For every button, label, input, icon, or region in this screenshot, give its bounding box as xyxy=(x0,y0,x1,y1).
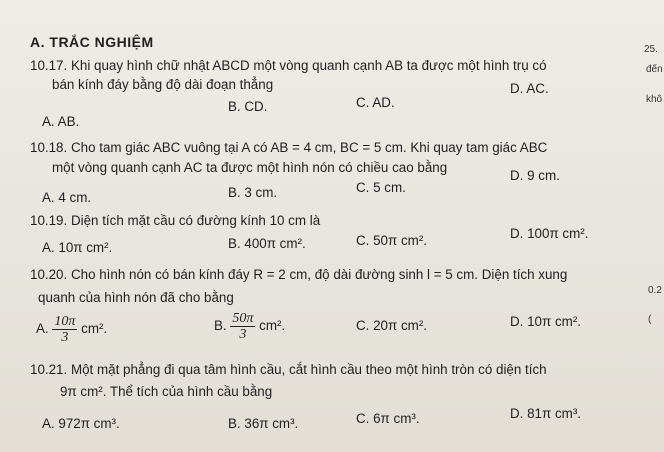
q17-option-c: C. AD. xyxy=(356,95,395,110)
q21-option-a: A. 972π cm³. xyxy=(42,416,120,431)
q19-option-c: C. 50π cm². xyxy=(356,233,427,248)
q17-option-d: D. AC. xyxy=(510,81,549,96)
question-10-20-line1: 10.20. Cho hình nón có bán kính đáy R = 2 cm, độ dài đường sinh l = 5 cm. Diện tích xung xyxy=(30,267,568,282)
q19-option-b: B. 400π cm². xyxy=(228,236,306,251)
q17-option-a: A. AB. xyxy=(42,114,80,129)
q18-option-c: C. 5 cm. xyxy=(356,180,406,195)
q21-option-b: B. 36π cm³. xyxy=(228,416,299,431)
question-10-20-line2: quanh của hình nón đã cho bằng xyxy=(38,290,234,305)
margin-note-1: 25. xyxy=(644,44,658,55)
q19-option-d: D. 100π cm². xyxy=(510,226,589,241)
question-10-19-line1: 10.19. Diện tích mặt cầu có đường kính 10 cm là xyxy=(30,213,321,228)
margin-note-3: khô xyxy=(646,94,663,105)
q20-option-d: D. 10π cm². xyxy=(510,314,581,329)
q20-option-a-fraction: $\frac{10\pi}{3}$ xyxy=(54,314,76,345)
q18-option-b: B. 3 cm. xyxy=(228,185,278,200)
q17-option-b: B. CD. xyxy=(228,99,268,114)
section-title: A. TRẮC NGHIỆM xyxy=(30,34,154,50)
q20-option-a: A. $\frac{10\pi}{3}$ cm². xyxy=(36,314,108,345)
q18-option-d: D. 9 cm. xyxy=(510,168,560,183)
q19-option-a: A. 10π cm². xyxy=(42,240,113,255)
question-10-18-line1: 10.18. Cho tam giác ABC vuông tại A có AB = 4 cm, BC = 5 cm. Khi quay tam giác ABC xyxy=(30,140,548,155)
question-10-18-line2: một vòng quanh cạnh AC ta được một hình nón có chiều cao bằng xyxy=(52,160,448,175)
q20-option-b: B. $\frac{50\pi}{3}$ cm². xyxy=(214,311,286,342)
q18-option-a: A. 4 cm. xyxy=(42,190,92,205)
question-10-21-line1: 10.21. Một mặt phẳng đi qua tâm hình cầu, cắt hình cầu theo một hình tròn có diện tích xyxy=(30,362,547,377)
margin-note-2: đến xyxy=(646,64,663,75)
q21-option-d: D. 81π cm³. xyxy=(510,406,581,421)
q21-option-c: C. 6π cm³. xyxy=(356,411,420,426)
question-10-21-line2: 9π cm². Thể tích của hình cầu bằng xyxy=(60,384,273,399)
margin-note-4: 0.2 xyxy=(648,285,662,296)
q20-option-b-fraction: $\frac{50\pi}{3}$ xyxy=(232,311,254,342)
q20-option-c: C. 20π cm². xyxy=(356,318,427,333)
question-10-17-line2: bán kính đáy bằng độ dài đoạn thẳng xyxy=(52,77,274,92)
question-10-17-line1: 10.17. Khi quay hình chữ nhật ABCD một vòng quanh cạnh AB ta được một hình trụ có xyxy=(30,58,547,73)
margin-note-5: ( xyxy=(648,314,652,325)
